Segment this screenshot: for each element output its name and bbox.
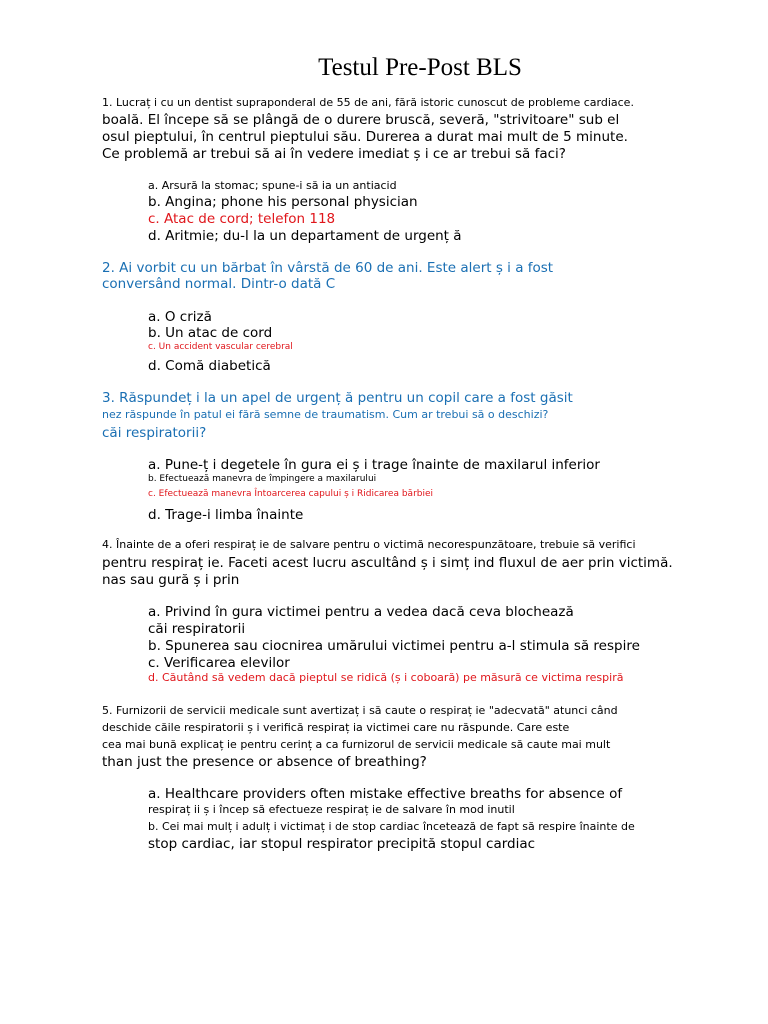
question-1-option-c-answer: c. Atac de cord; telefon 118 [148, 211, 336, 227]
question-5-line-4: than just the presence or absence of breathing? [102, 754, 427, 770]
question-4-line-3: nas sau gură ș i prin [102, 572, 240, 588]
question-2-option-a: a. O criză [148, 309, 212, 325]
question-3-option-a: a. Pune-ț i degetele în gura ei ș i trage înainte de maxilarul inferior [148, 457, 600, 473]
question-5-option-a: a. Healthcare providers often mistake effective breaths for absence of [148, 786, 623, 802]
question-4-option-b: b. Spunerea sau ciocnirea umărului victimei pentru a-l stimula să respire [148, 638, 640, 654]
question-2-option-c-answer: c. Un accident vascular cerebral [148, 342, 293, 352]
question-1-line-2: boală. El începe să se plângă de o durere bruscă, severă, "strivitoare" sub el [102, 112, 620, 128]
question-1-line-1: 1. Lucraț i cu un dentist supraponderal de 55 de ani, fără istoric cunoscut de probleme cardiace. [102, 96, 634, 109]
question-4-line-2: pentru respiraț ie. Faceti acest lucru ascultând ș i simț ind fluxul de aer prin victimă. [102, 555, 673, 571]
question-3-option-d: d. Trage-i limba înainte [148, 507, 304, 523]
question-4-line-1: 4. Înainte de a oferi respiraț ie de salvare pentru o victimă necorespunzătoare, trebuie să verifici [102, 538, 636, 551]
question-5-line-2: deschide căile respiratorii ș i verifică respiraț ia victimei care nu răspunde. Care este [102, 721, 570, 734]
question-4-option-c: c. Verificarea elevilor [148, 655, 290, 671]
question-1-line-3: osul pieptului, în centrul pieptului său. Durerea a durat mai mult de 5 minute. [102, 129, 628, 145]
question-1-option-a: a. Arsură la stomac; spune-i să ia un antiacid [148, 179, 397, 192]
question-3-option-c-answer: c. Efectuează manevra Întoarcerea capului ș i Ridicarea bărbiei [148, 489, 434, 499]
question-3-option-b: b. Efectuează manevra de împingere a maxilarului [148, 474, 377, 484]
question-3-line-3: căi respiratorii? [102, 425, 207, 441]
question-4-option-a: a. Privind în gura victimei pentru a vedea dacă ceva blochează [148, 604, 574, 620]
question-2-option-b: b. Un atac de cord [148, 325, 273, 341]
question-5-line-3: cea mai bună explicaț ie pentru cerinț a ca furnizorul de servicii medicale să caute mai mult [102, 738, 611, 751]
question-2-line-2: conversând normal. Dintr-o dată C [102, 276, 336, 292]
question-2-option-d: d. Comă diabetică [148, 358, 271, 374]
question-4-option-d-answer: d. Căutând să vedem dacă pieptul se ridică (ș i coboară) pe măsură ce victima respiră [148, 671, 624, 684]
question-1-option-b: b. Angina; phone his personal physician [148, 194, 418, 210]
question-5-option-b: b. Cei mai mulț i adulț i victimaț i de stop cardiac încetează de fapt să respire înainte de [148, 820, 635, 833]
question-5-line-1: 5. Furnizorii de servicii medicale sunt avertizaț i să caute o respiraț ie "adecvată" atunci când [102, 704, 618, 717]
question-4-option-a-cont: căi respiratorii [148, 621, 246, 637]
question-5-option-b-cont: stop cardiac, iar stopul respirator precipită stopul cardiac [148, 836, 536, 852]
question-3-line-1: 3. Răspundeț i la un apel de urgenț ă pentru un copil care a fost găsit [102, 390, 573, 406]
question-1-line-4: Ce problemă ar trebui să ai în vedere imediat ș i ce ar trebui să faci? [102, 146, 566, 162]
document-title: Testul Pre-Post BLS [318, 54, 522, 81]
question-5-option-a-cont: respiraț ii ș i încep să efectueze respiraț ie de salvare în mod inutil [148, 803, 515, 816]
question-3-line-2: nez răspunde în patul ei fără semne de traumatism. Cum ar trebui să o deschizi? [102, 408, 549, 421]
question-1-option-d: d. Aritmie; du-l la un departament de urgenț ă [148, 228, 462, 244]
question-2-line-1: 2. Ai vorbit cu un bărbat în vârstă de 60 de ani. Este alert ș i a fost [102, 260, 554, 276]
